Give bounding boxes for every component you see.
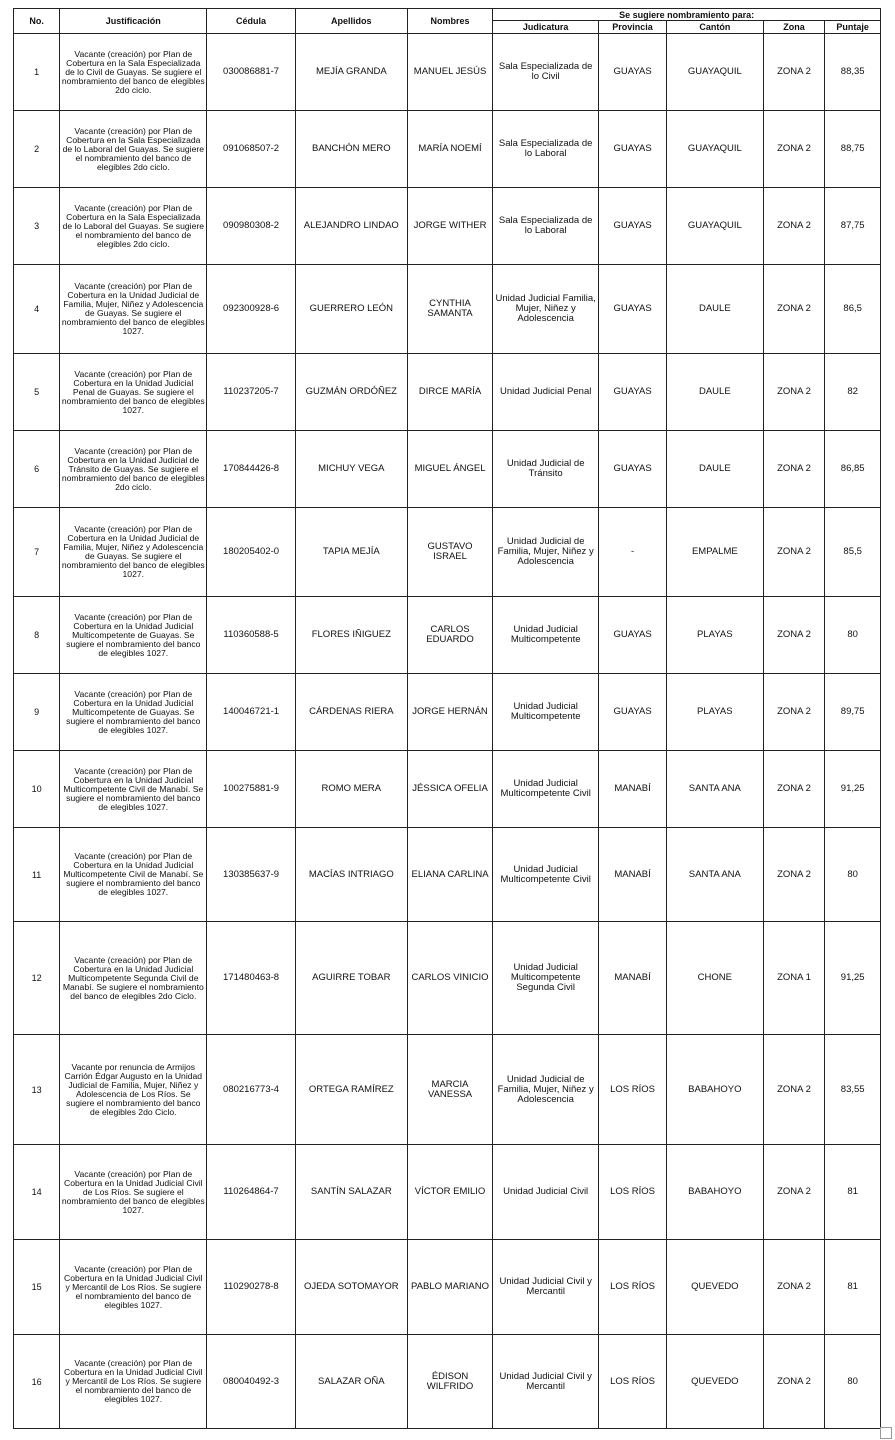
- cell-no: 10: [14, 751, 60, 828]
- cell-no: 12: [14, 922, 60, 1035]
- cell-apellidos: FLORES IÑIGUEZ: [295, 597, 407, 674]
- cell-puntaje: 80: [825, 597, 881, 674]
- cell-zona: ZONA 2: [763, 354, 825, 431]
- table-body: [14, 34, 881, 1429]
- header-apellidos: Apellidos: [295, 9, 407, 34]
- cell-zona: ZONA 2: [763, 674, 825, 751]
- cell-apellidos: AGUIRRE TOBAR: [295, 922, 407, 1035]
- cell-puntaje: 81: [825, 1145, 881, 1240]
- cell-no: 9: [14, 674, 60, 751]
- cell-cedula: 171480463-8: [207, 922, 295, 1035]
- cell-nombres: MIGUEL ÁNGEL: [407, 431, 492, 508]
- cell-provincia: LOS RÍOS: [599, 1035, 667, 1145]
- table-row: [14, 1035, 881, 1145]
- cell-cedula: 130385637-9: [207, 828, 295, 922]
- header-no: No.: [14, 9, 60, 34]
- cell-puntaje: 81: [825, 1240, 881, 1335]
- cell-judicatura: Unidad Judicial Multicompetente Civil: [493, 751, 599, 828]
- cell-canton: CHONE: [667, 922, 764, 1035]
- cell-puntaje: 91,25: [825, 751, 881, 828]
- cell-judicatura: Unidad Judicial Civil y Mercantil: [493, 1240, 599, 1335]
- cell-cedula: 080216773-4: [207, 1035, 295, 1145]
- cell-canton: QUEVEDO: [667, 1335, 764, 1429]
- cell-justificacion: Vacante por renuncia de Armijos Carrión Édgar Augusto en la Unidad Judicial de Familia, Mujer, Niñez y Adolescencia de Los Ríos. Se sugiere el nombramiento del banco de elegibles 2do Ciclo.: [60, 1035, 207, 1145]
- cell-apellidos: ORTEGA RAMÍREZ: [295, 1035, 407, 1145]
- cell-justificacion: Vacante (creación) por Plan de Cobertura en la Unidad Judicial de Familia, Mujer, Niñez y Adolescencia de Guayas. Se sugiere el nombramiento del banco de elegibles 1027.: [60, 508, 207, 597]
- cell-apellidos: BANCHÓN MERO: [295, 111, 407, 188]
- cell-zona: ZONA 2: [763, 1335, 825, 1429]
- cell-justificacion: Vacante (creación) por Plan de Cobertura en la Unidad Judicial Multicompetente Civil de Manabí. Se sugiere el nombramiento del banco de elegibles 1027.: [60, 751, 207, 828]
- cell-zona: ZONA 2: [763, 828, 825, 922]
- cell-nombres: CYNTHIA SAMANTA: [407, 265, 492, 354]
- cell-judicatura: Unidad Judicial Civil: [493, 1145, 599, 1240]
- cell-judicatura: Unidad Judicial Multicompetente: [493, 597, 599, 674]
- cell-cedula: 100275881-9: [207, 751, 295, 828]
- cell-provincia: MANABÍ: [599, 828, 667, 922]
- cell-nombres: CARLOS VINICIO: [407, 922, 492, 1035]
- cell-no: 2: [14, 111, 60, 188]
- cell-justificacion: Vacante (creación) por Plan de Cobertura en la Sala Especializada de lo Civil de Guayas. Se sugiere el nombramiento del banco de elegibles 2do ciclo.: [60, 34, 207, 111]
- cell-canton: SANTA ANA: [667, 828, 764, 922]
- header-group: Se sugiere nombramiento para:: [493, 9, 881, 21]
- cell-justificacion: Vacante (creación) por Plan de Cobertura en la Unidad Judicial de Familia, Mujer, Niñez y Adolescencia de Guayas. Se sugiere el nombramiento del banco de elegibles 1027.: [60, 265, 207, 354]
- cell-canton: DAULE: [667, 354, 764, 431]
- table-row: [14, 1335, 881, 1429]
- cell-apellidos: CÁRDENAS RIERA: [295, 674, 407, 751]
- cell-nombres: JÉSSICA OFELIA: [407, 751, 492, 828]
- cell-canton: EMPALME: [667, 508, 764, 597]
- cell-apellidos: SANTÍN SALAZAR: [295, 1145, 407, 1240]
- table-row: [14, 431, 881, 508]
- cell-apellidos: OJEDA SOTOMAYOR: [295, 1240, 407, 1335]
- cell-provincia: -: [599, 508, 667, 597]
- cell-judicatura: Unidad Judicial de Tránsito: [493, 431, 599, 508]
- header-puntaje: Puntaje: [825, 21, 881, 34]
- cell-canton: GUAYAQUIL: [667, 111, 764, 188]
- document-page: [13, 8, 881, 1429]
- cell-puntaje: 91,25: [825, 922, 881, 1035]
- cell-no: 13: [14, 1035, 60, 1145]
- cell-zona: ZONA 2: [763, 1035, 825, 1145]
- cell-apellidos: TAPIA MEJÍA: [295, 508, 407, 597]
- cell-puntaje: 83,55: [825, 1035, 881, 1145]
- cell-puntaje: 87,75: [825, 188, 881, 265]
- cell-cedula: 110237205-7: [207, 354, 295, 431]
- cell-puntaje: 82: [825, 354, 881, 431]
- cell-cedula: 090980308-2: [207, 188, 295, 265]
- cell-provincia: LOS RÍOS: [599, 1335, 667, 1429]
- cell-justificacion: Vacante (creación) por Plan de Cobertura en la Unidad Judicial Multicompetente Segunda Civil de Manabí. Se sugiere el nombramiento del banco de elegibles 2do Ciclo.: [60, 922, 207, 1035]
- table-row: [14, 1240, 881, 1335]
- cell-provincia: GUAYAS: [599, 597, 667, 674]
- cell-canton: BABAHOYO: [667, 1145, 764, 1240]
- cell-canton: PLAYAS: [667, 597, 764, 674]
- cell-nombres: GUSTAVO ISRAEL: [407, 508, 492, 597]
- table-row: [14, 597, 881, 674]
- cell-justificacion: Vacante (creación) por Plan de Cobertura en la Unidad Judicial Civil y Mercantil de Los Ríos. Se sugiere el nombramiento del banco de elegibles 1027.: [60, 1240, 207, 1335]
- cell-puntaje: 85,5: [825, 508, 881, 597]
- cell-nombres: MARÍA NOEMÍ: [407, 111, 492, 188]
- cell-judicatura: Sala Especializada de lo Laboral: [493, 188, 599, 265]
- cell-zona: ZONA 2: [763, 34, 825, 111]
- cell-apellidos: MACÍAS INTRIAGO: [295, 828, 407, 922]
- cell-no: 16: [14, 1335, 60, 1429]
- table-row: [14, 508, 881, 597]
- cell-puntaje: 86,5: [825, 265, 881, 354]
- cell-nombres: JORGE HERNÁN: [407, 674, 492, 751]
- cell-puntaje: 88,35: [825, 34, 881, 111]
- cell-apellidos: ROMO MERA: [295, 751, 407, 828]
- cell-zona: ZONA 2: [763, 265, 825, 354]
- cell-canton: PLAYAS: [667, 674, 764, 751]
- header-canton: Cantón: [667, 21, 764, 34]
- cell-nombres: JORGE WITHER: [407, 188, 492, 265]
- cell-canton: DAULE: [667, 265, 764, 354]
- cell-no: 15: [14, 1240, 60, 1335]
- cell-cedula: 092300928-6: [207, 265, 295, 354]
- cell-provincia: LOS RÍOS: [599, 1240, 667, 1335]
- table-row: [14, 265, 881, 354]
- table-row: [14, 1145, 881, 1240]
- cell-apellidos: MEJÍA GRANDA: [295, 34, 407, 111]
- cell-puntaje: 80: [825, 1335, 881, 1429]
- cell-judicatura: Sala Especializada de lo Civil: [493, 34, 599, 111]
- cell-justificacion: Vacante (creación) por Plan de Cobertura en la Unidad Judicial Multicompetente de Guayas. Se sugiere el nombramiento del banco de elegibles 1027.: [60, 674, 207, 751]
- cell-cedula: 110264864-7: [207, 1145, 295, 1240]
- cell-puntaje: 86,85: [825, 431, 881, 508]
- cell-zona: ZONA 2: [763, 597, 825, 674]
- table-row: [14, 674, 881, 751]
- cell-no: 4: [14, 265, 60, 354]
- table-row: [14, 751, 881, 828]
- cell-judicatura: Unidad Judicial Penal: [493, 354, 599, 431]
- cell-zona: ZONA 2: [763, 188, 825, 265]
- cell-justificacion: Vacante (creación) por Plan de Cobertura en la Unidad Judicial de Tránsito de Guayas. Se sugiere el nombramiento del banco de elegibles 2do ciclo.: [60, 431, 207, 508]
- cell-canton: GUAYAQUIL: [667, 34, 764, 111]
- cell-provincia: MANABÍ: [599, 751, 667, 828]
- cell-nombres: PABLO MARIANO: [407, 1240, 492, 1335]
- cell-apellidos: ALEJANDRO LINDAO: [295, 188, 407, 265]
- cell-zona: ZONA 2: [763, 751, 825, 828]
- cell-nombres: MARCIA VANESSA: [407, 1035, 492, 1145]
- cell-nombres: ELIANA CARLINA: [407, 828, 492, 922]
- cell-cedula: 080040492-3: [207, 1335, 295, 1429]
- header-cedula: Cédula: [207, 9, 295, 34]
- header-judicatura: Judicatura: [493, 21, 599, 34]
- cell-judicatura: Unidad Judicial Multicompetente Civil: [493, 828, 599, 922]
- cell-nombres: CARLOS EDUARDO: [407, 597, 492, 674]
- cell-justificacion: Vacante (creación) por Plan de Cobertura en la Sala Especializada de lo Laboral del Guayas. Se sugiere el nombramiento del banco de elegibles 2do ciclo.: [60, 111, 207, 188]
- corner-checkbox: [880, 1427, 892, 1439]
- header-justificacion: Justificación: [60, 9, 207, 34]
- cell-justificacion: Vacante (creación) por Plan de Cobertura en la Unidad Judicial Penal de Guayas. Se sugiere el nombramiento del banco de elegibles 1027.: [60, 354, 207, 431]
- cell-judicatura: Unidad Judicial de Familia, Mujer, Niñez y Adolescencia: [493, 508, 599, 597]
- cell-cedula: 030086881-7: [207, 34, 295, 111]
- cell-provincia: GUAYAS: [599, 354, 667, 431]
- cell-canton: SANTA ANA: [667, 751, 764, 828]
- table-row: [14, 188, 881, 265]
- cell-provincia: LOS RÍOS: [599, 1145, 667, 1240]
- cell-no: 1: [14, 34, 60, 111]
- cell-judicatura: Unidad Judicial Civil y Mercantil: [493, 1335, 599, 1429]
- cell-canton: BABAHOYO: [667, 1035, 764, 1145]
- cell-no: 3: [14, 188, 60, 265]
- table-row: [14, 828, 881, 922]
- cell-provincia: MANABÍ: [599, 922, 667, 1035]
- cell-judicatura: Unidad Judicial de Familia, Mujer, Niñez y Adolescencia: [493, 1035, 599, 1145]
- table-row: [14, 34, 881, 111]
- cell-justificacion: Vacante (creación) por Plan de Cobertura en la Unidad Judicial Multicompetente Civil de Manabí. Se sugiere el nombramiento del banco de elegibles 1027.: [60, 828, 207, 922]
- cell-canton: DAULE: [667, 431, 764, 508]
- cell-apellidos: GUERRERO LEÓN: [295, 265, 407, 354]
- cell-justificacion: Vacante (creación) por Plan de Cobertura en la Unidad Judicial Civil de Los Ríos. Se sugiere el nombramiento del banco de elegibles 1027.: [60, 1145, 207, 1240]
- cell-cedula: 110360588-5: [207, 597, 295, 674]
- table-row: [14, 354, 881, 431]
- cell-zona: ZONA 1: [763, 922, 825, 1035]
- cell-cedula: 180205402-0: [207, 508, 295, 597]
- cell-nombres: ÉDISON WILFRIDO: [407, 1335, 492, 1429]
- cell-puntaje: 80: [825, 828, 881, 922]
- header-provincia: Provincia: [599, 21, 667, 34]
- cell-cedula: 140046721-1: [207, 674, 295, 751]
- cell-provincia: GUAYAS: [599, 674, 667, 751]
- cell-no: 14: [14, 1145, 60, 1240]
- table-header-row: [14, 9, 881, 21]
- cell-nombres: DIRCE MARÍA: [407, 354, 492, 431]
- cell-no: 7: [14, 508, 60, 597]
- table-row: [14, 111, 881, 188]
- cell-provincia: GUAYAS: [599, 265, 667, 354]
- cell-zona: ZONA 2: [763, 431, 825, 508]
- cell-judicatura: Unidad Judicial Multicompetente Segunda Civil: [493, 922, 599, 1035]
- cell-cedula: 091068507-2: [207, 111, 295, 188]
- cell-nombres: MANUEL JESÚS: [407, 34, 492, 111]
- cell-apellidos: MICHUY VEGA: [295, 431, 407, 508]
- cell-canton: GUAYAQUIL: [667, 188, 764, 265]
- cell-puntaje: 88,75: [825, 111, 881, 188]
- cell-provincia: GUAYAS: [599, 188, 667, 265]
- cell-justificacion: Vacante (creación) por Plan de Cobertura en la Unidad Judicial Multicompetente de Guayas. Se sugiere el nombramiento del banco de elegibles 1027.: [60, 597, 207, 674]
- header-zona: Zona: [763, 21, 825, 34]
- cell-no: 6: [14, 431, 60, 508]
- cell-cedula: 170844426-8: [207, 431, 295, 508]
- cell-judicatura: Unidad Judicial Multicompetente: [493, 674, 599, 751]
- cell-zona: ZONA 2: [763, 1240, 825, 1335]
- cell-canton: QUEVEDO: [667, 1240, 764, 1335]
- cell-no: 5: [14, 354, 60, 431]
- cell-cedula: 110290278-8: [207, 1240, 295, 1335]
- cell-apellidos: GUZMÁN ORDÓÑEZ: [295, 354, 407, 431]
- cell-justificacion: Vacante (creación) por Plan de Cobertura en la Unidad Judicial Civil y Mercantil de Los Ríos. Se sugiere el nombramiento del banco de elegibles 1027.: [60, 1335, 207, 1429]
- cell-provincia: GUAYAS: [599, 111, 667, 188]
- cell-no: 8: [14, 597, 60, 674]
- cell-provincia: GUAYAS: [599, 431, 667, 508]
- cell-justificacion: Vacante (creación) por Plan de Cobertura en la Sala Especializada de lo Laboral del Guayas. Se sugiere el nombramiento del banco de elegibles 2do ciclo.: [60, 188, 207, 265]
- cell-zona: ZONA 2: [763, 111, 825, 188]
- cell-nombres: VÍCTOR EMILIO: [407, 1145, 492, 1240]
- cell-no: 11: [14, 828, 60, 922]
- cell-puntaje: 89,75: [825, 674, 881, 751]
- header-nombres: Nombres: [407, 9, 492, 34]
- cell-zona: ZONA 2: [763, 1145, 825, 1240]
- cell-zona: ZONA 2: [763, 508, 825, 597]
- cell-judicatura: Sala Especializada de lo Laboral: [493, 111, 599, 188]
- table-row: [14, 922, 881, 1035]
- cell-judicatura: Unidad Judicial Familia, Mujer, Niñez y Adolescencia: [493, 265, 599, 354]
- appointments-table: [13, 8, 881, 1429]
- cell-provincia: GUAYAS: [599, 34, 667, 111]
- cell-apellidos: SALAZAR OÑA: [295, 1335, 407, 1429]
